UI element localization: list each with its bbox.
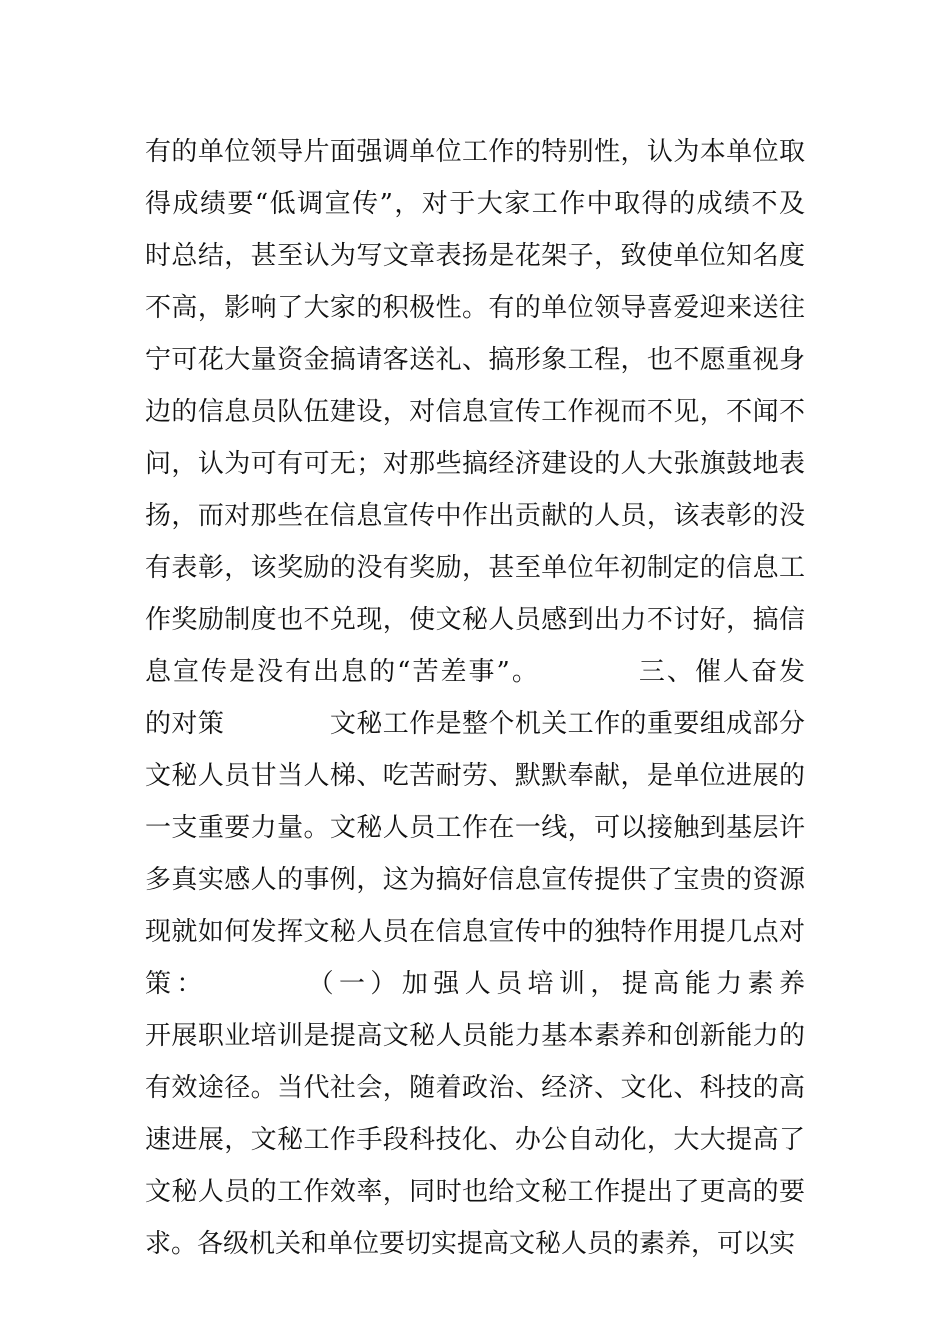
text-line: 不高，影响了大家的积极性。有的单位领导喜爱迎来送往 — [145, 293, 805, 323]
text-line: 有的单位领导片面强调单位工作的特别性，认为本单位取 — [145, 137, 805, 167]
text-line: 边的信息员队伍建设，对信息宣传工作视而不见，不闻不 — [145, 397, 805, 427]
text-line: 得成绩要“低调宣传”，对于大家工作中取得的成绩不及 — [145, 189, 805, 219]
text-line: 宁可花大量资金搞请客送礼、搞形象工程，也不愿重视身 — [145, 345, 805, 375]
text-line: 策： （一）加强人员培训，提高能力素养 — [145, 969, 805, 999]
text-line: 文秘人员甘当人梯、吃苦耐劳、默默奉献，是单位进展的 — [145, 761, 805, 791]
text-line: 开展职业培训是提高文秘人员能力基本素养和创新能力的 — [145, 1021, 805, 1051]
text-line: 有表彰，该奖励的没有奖励，甚至单位年初制定的信息工 — [145, 553, 805, 583]
text-line: 多真实感人的事例，这为搞好信息宣传提供了宝贵的资源 — [145, 865, 805, 895]
text-line: 问，认为可有可无；对那些搞经济建设的人大张旗鼓地表 — [145, 449, 805, 479]
text-line: 一支重要力量。文秘人员工作在一线，可以接触到基层许 — [145, 813, 805, 843]
text-line: 的对策 文秘工作是整个机关工作的重要组成部分 — [145, 709, 805, 739]
text-line: 时总结，甚至认为写文章表扬是花架子，致使单位知名度 — [145, 241, 805, 271]
text-line: 作奖励制度也不兑现，使文秘人员感到出力不讨好，搞信 — [145, 605, 805, 635]
text-line: 速进展，文秘工作手段科技化、办公自动化，大大提高了 — [145, 1125, 805, 1155]
body-text — [145, 126, 805, 1270]
text-line: 息宣传是没有出息的“苦差事”。 三、催人奋发 — [145, 657, 805, 687]
text-line: 有效途径。当代社会，随着政治、经济、文化、科技的高 — [145, 1073, 805, 1103]
text-line: 扬，而对那些在信息宣传中作出贡献的人员，该表彰的没 — [145, 501, 805, 531]
text-line: 文秘人员的工作效率，同时也给文秘工作提出了更高的要 — [145, 1177, 805, 1207]
text-line: 现就如何发挥文秘人员在信息宣传中的独特作用提几点对 — [145, 917, 805, 947]
text-line: 求。各级机关和单位要切实提高文秘人员的素养，可以实 — [145, 1229, 796, 1259]
